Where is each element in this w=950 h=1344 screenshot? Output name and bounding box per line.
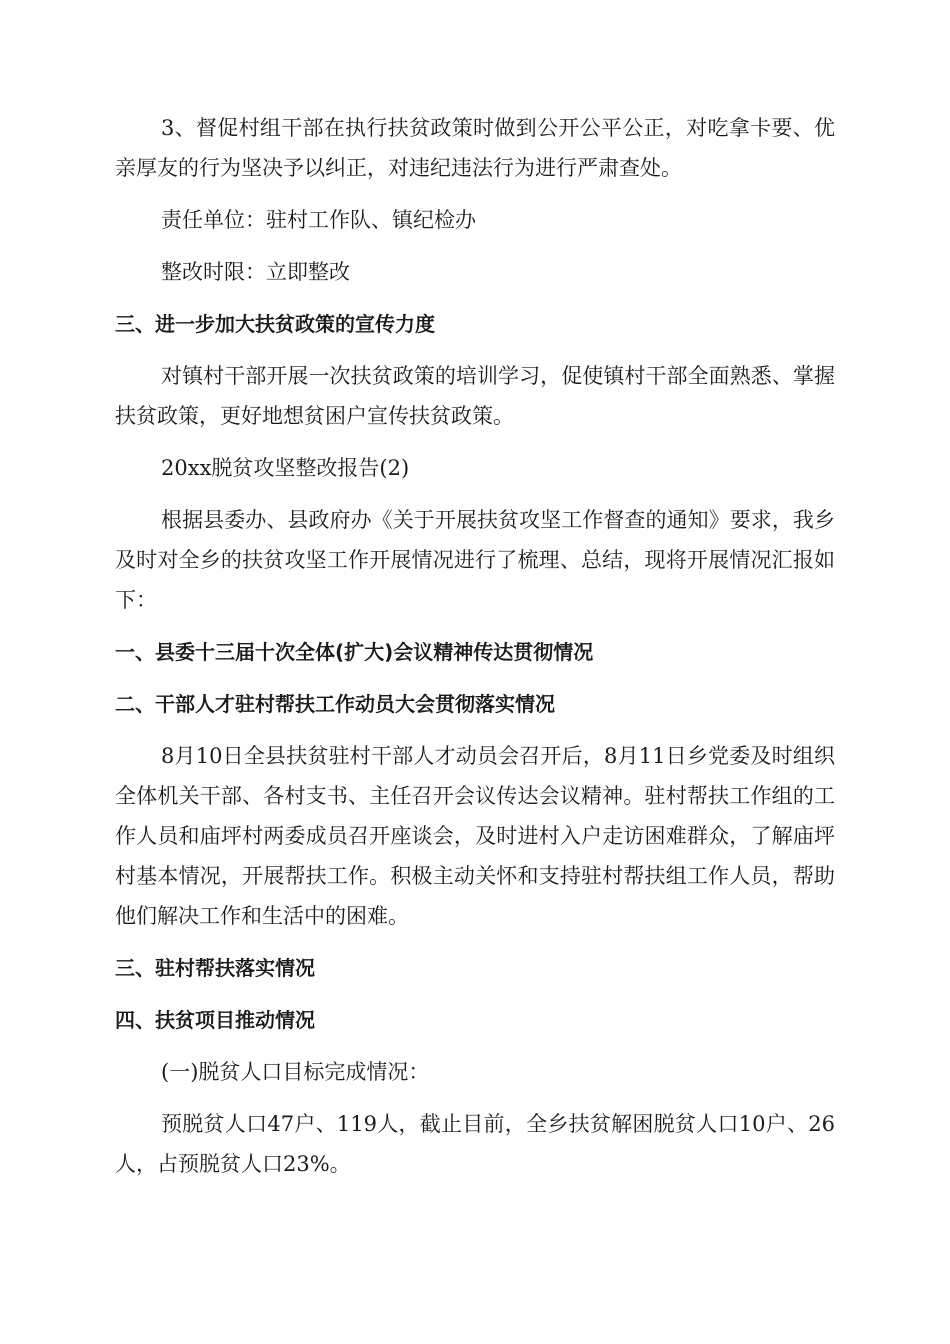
heading-publicity: 三、进一步加大扶贫政策的宣传力度 (115, 312, 435, 336)
document-page (115, 108, 835, 1196)
paragraph-mobilization: 8月10日全县扶贫驻村干部人才动员会召开后，8月11日乡党委及时组织全体机关干部、各村支书、主任召开会议传达会议精神。驻村帮扶工作组的工作人员和庙坪村两委成员召开座谈会，及时进村入户走访困难群众，了解庙坪村基本情况，开展帮扶工作。积极主动关怀和支持驻村帮扶组工作人员，帮助他们解决工作和生活中的困难。 (115, 744, 835, 928)
paragraph-training: 对镇村干部开展一次扶贫政策的培训学习，促使镇村干部全面熟悉、掌握扶贫政策，更好地想贫困户宣传扶贫政策。 (115, 364, 835, 428)
paragraph-supervision: 3、督促村组干部在执行扶贫政策时做到公开公平公正，对吃拿卡要、优亲厚友的行为坚决予以纠正，对违纪违法行为进行严肃查处。 (115, 116, 835, 180)
heading-section-4: 四、扶贫项目推动情况 (115, 1008, 315, 1032)
paragraph-deadline: 整改时限：立即整改 (161, 260, 350, 284)
heading-section-1: 一、县委十三届十次全体(扩大)会议精神传达贯彻情况 (115, 640, 594, 664)
report-title: 20xx脱贫攻坚整改报告(2) (161, 456, 410, 480)
paragraph-poverty-numbers: 预脱贫人口47户、119人，截止目前，全乡扶贫解困脱贫人口10户、26人，占预脱贫人口23%。 (115, 1112, 835, 1176)
subheading-target-completion: (一)脱贫人口目标完成情况： (161, 1060, 430, 1084)
heading-section-2: 二、干部人才驻村帮扶工作动员大会贯彻落实情况 (115, 692, 555, 716)
paragraph-responsible-unit: 责任单位：驻村工作队、镇纪检办 (161, 208, 476, 232)
paragraph-intro: 根据县委办、县政府办《关于开展扶贫攻坚工作督查的通知》要求，我乡及时对全乡的扶贫攻坚工作开展情况进行了梳理、总结，现将开展情况汇报如下： (115, 508, 835, 612)
heading-section-3: 三、驻村帮扶落实情况 (115, 956, 315, 980)
